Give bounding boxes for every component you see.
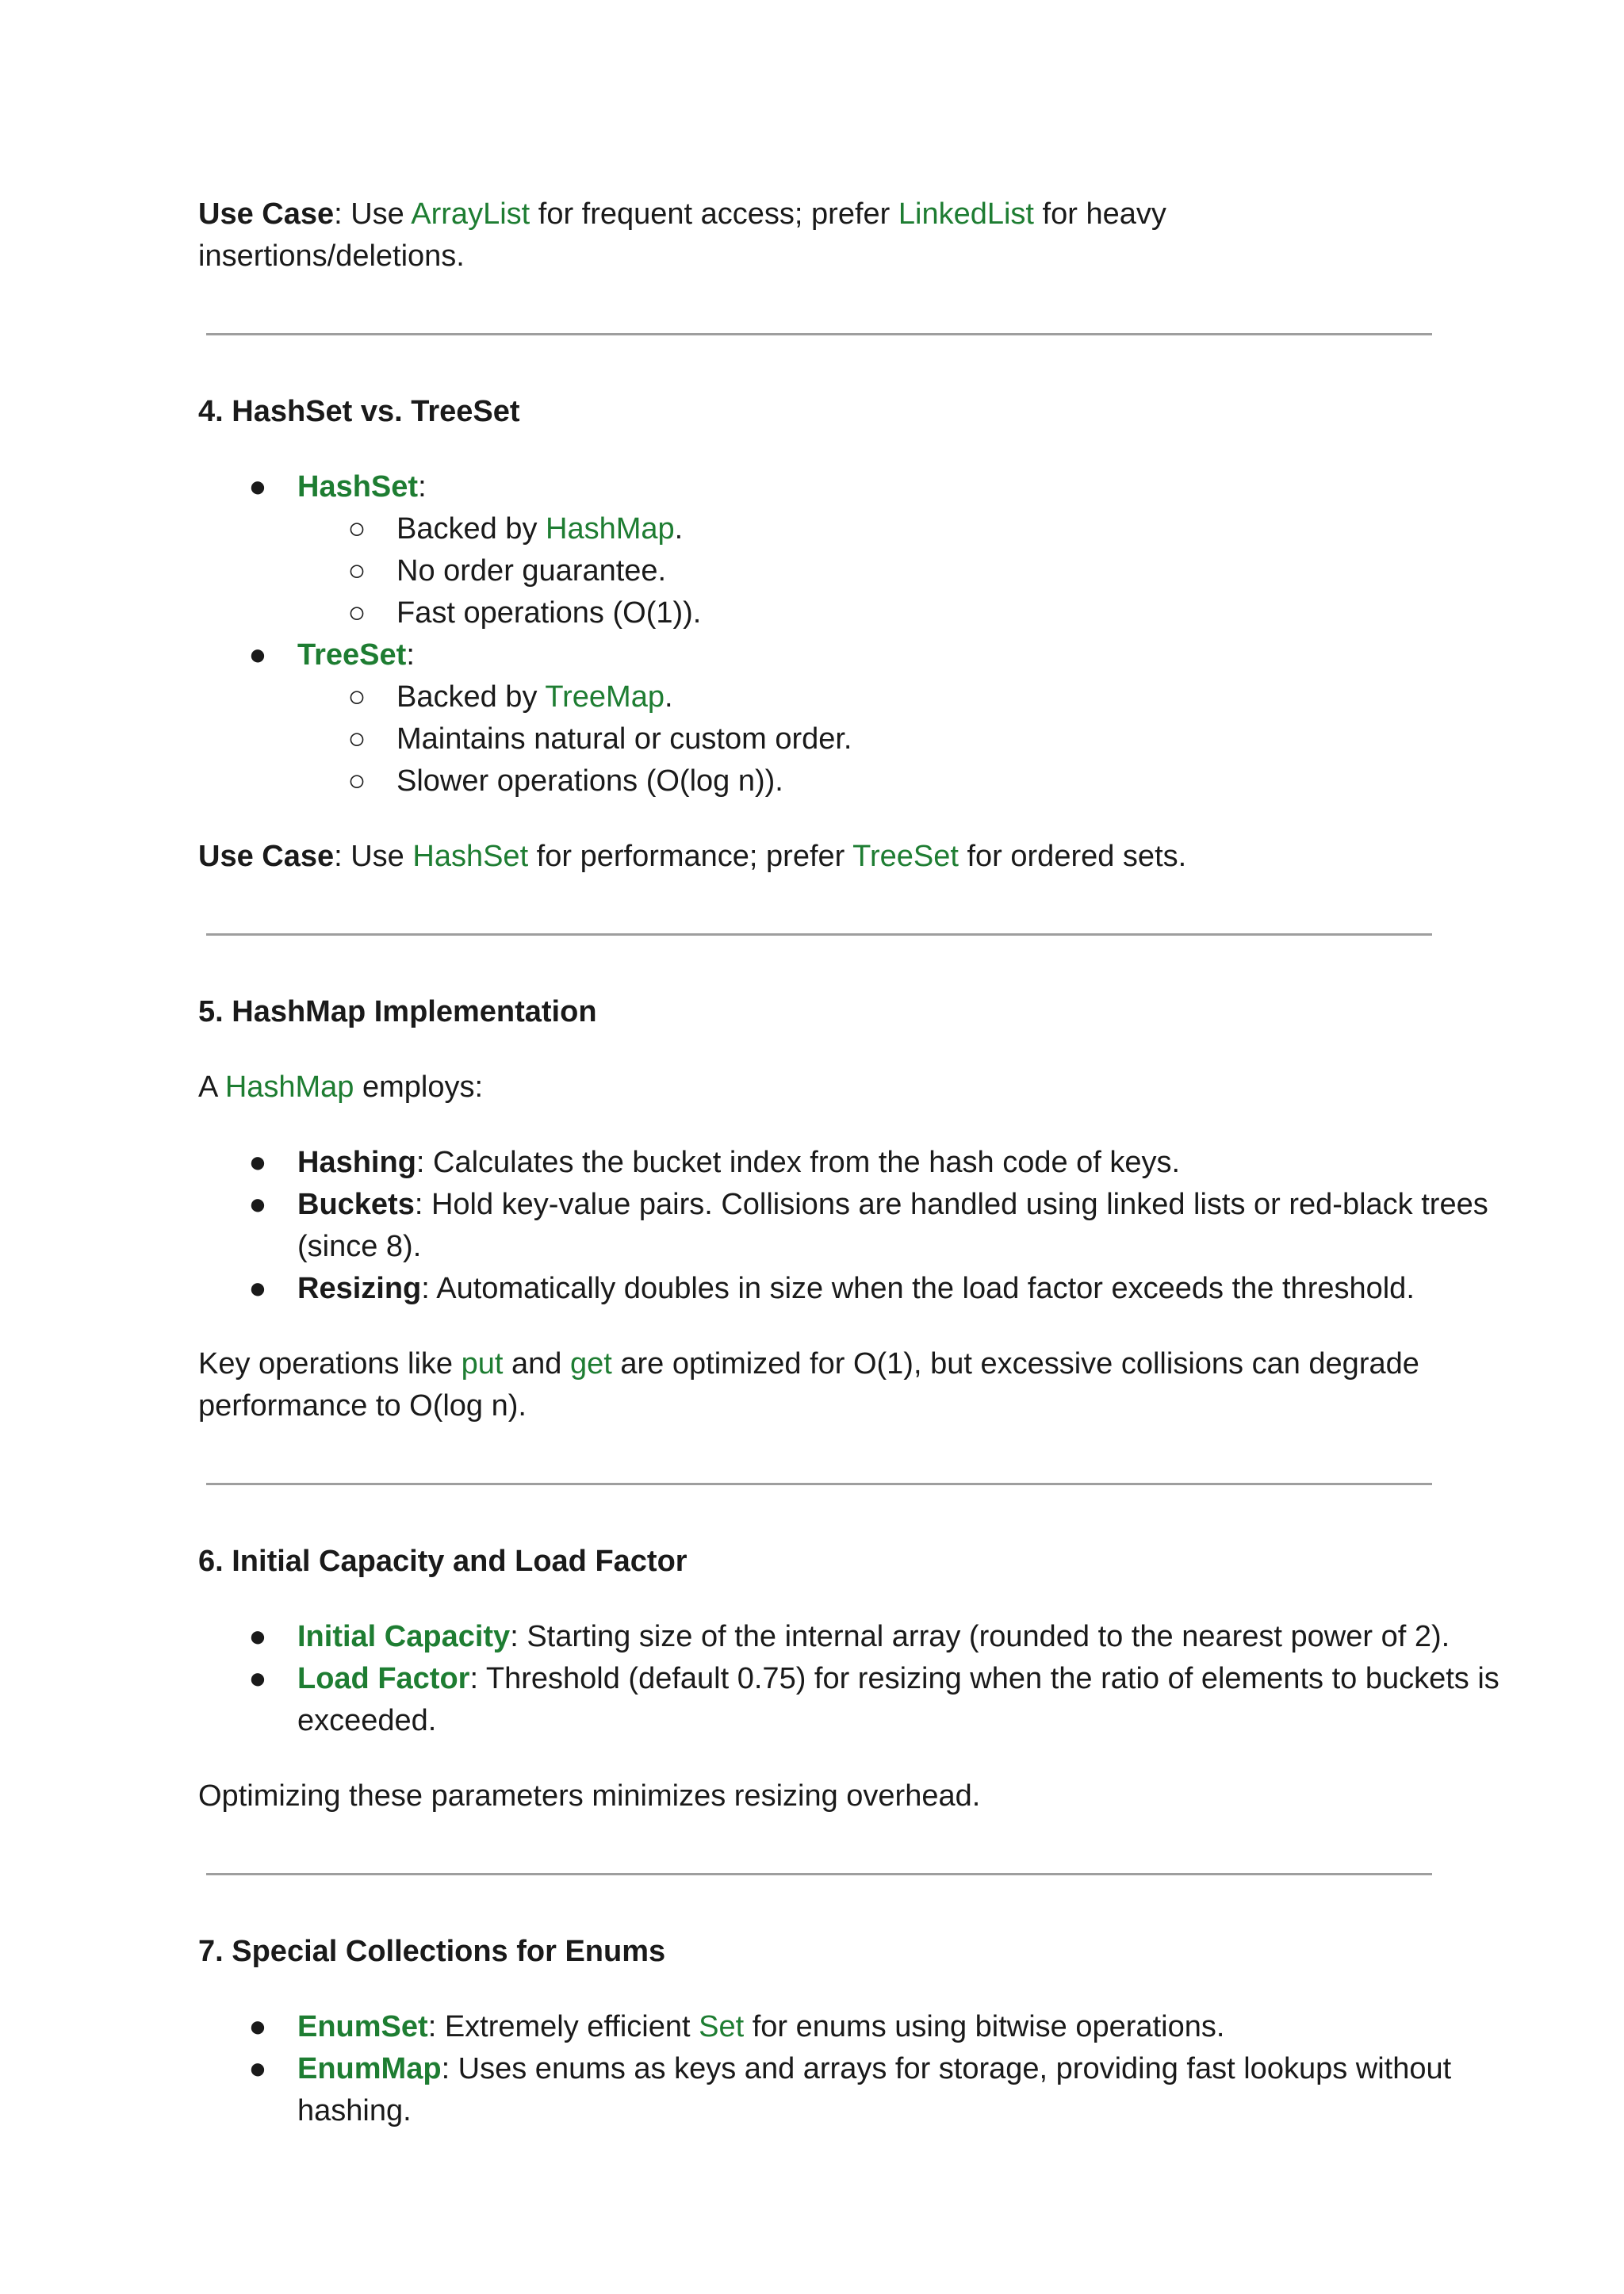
bullet-icon: ●: [248, 638, 267, 672]
term-treeset: TreeSet: [297, 638, 407, 672]
hollow-bullet-icon: ○: [347, 596, 366, 630]
sub-list-item: ○ Backed by TreeMap.: [297, 676, 1529, 718]
section-6-note: Optimizing these parameters minimizes resizing overhead.: [198, 1779, 981, 1813]
code-put: put: [461, 1347, 504, 1381]
sub-list-item: ○ Backed by HashMap.: [297, 508, 1529, 550]
code-linkedlist: LinkedList: [898, 197, 1034, 231]
bullet-icon: ●: [248, 1272, 267, 1305]
sub-list-item: ○ No order guarantee.: [297, 550, 1529, 592]
use-case-lists: Use Case: Use ArrayList for frequent access; prefer LinkedList for heavy insertions/deletions.: [198, 197, 1166, 273]
bullet-icon: ●: [248, 1146, 267, 1179]
term-initial-capacity: Initial Capacity: [297, 1620, 511, 1653]
treeset-sublist: [297, 676, 1529, 802]
list-item: ● Initial Capacity: Starting size of the internal array (rounded to the nearest power of 2).: [198, 1616, 1529, 1658]
list-item: ● Load Factor: Threshold (default 0.75) for resizing when the ratio of elements to buckets is exceeded.: [198, 1658, 1529, 1742]
list-item-treeset: ● TreeSet: ○ Backed by TreeMap. ○ Maintains natural or custom order. ○ Slower operations (O(log n)).: [198, 634, 1529, 802]
bullet-icon: ●: [248, 1662, 267, 1695]
section-5-intro: A HashMap employs:: [198, 1070, 484, 1104]
section-6-list: [198, 1616, 1529, 1742]
section-7-heading: 7. Special Collections for Enums: [198, 1935, 666, 1968]
list-item-hashset: ● HashSet: ○ Backed by HashMap. ○ No order guarantee. ○ Fast operations (O(1)).: [198, 466, 1529, 634]
hollow-bullet-icon: ○: [347, 722, 366, 756]
bullet-icon: ●: [248, 2052, 267, 2085]
code-treemap: TreeMap: [545, 680, 665, 714]
list-item: ● Resizing: Automatically doubles in size when the load factor exceeds the threshold.: [198, 1268, 1529, 1310]
list-item: ● Hashing: Calculates the bucket index from the hash code of keys.: [198, 1142, 1529, 1184]
section-5-note: Key operations like put and get are optimized for O(1), but excessive collisions can degrade performance to O(log n).: [198, 1347, 1419, 1423]
use-case-label: Use Case: [198, 197, 335, 231]
hollow-bullet-icon: ○: [347, 680, 366, 714]
code-set: Set: [699, 2010, 745, 2043]
code-arraylist: ArrayList: [411, 197, 530, 231]
sub-list-item: ○ Maintains natural or custom order.: [297, 718, 1529, 760]
term-enummap: EnumMap: [297, 2052, 442, 2085]
bullet-icon: ●: [248, 1620, 267, 1653]
use-case-label: Use Case: [198, 840, 335, 873]
bullet-icon: ●: [248, 470, 267, 504]
code-hashmap: HashMap: [546, 512, 675, 546]
section-5-heading: 5. HashMap Implementation: [198, 995, 597, 1028]
section-6-heading: 6. Initial Capacity and Load Factor: [198, 1545, 688, 1578]
code-hashmap: HashMap: [224, 1070, 354, 1104]
section-4-heading: 4. HashSet vs. TreeSet: [198, 395, 520, 428]
code-hashset: HashSet: [412, 840, 529, 873]
code-treeset: TreeSet: [852, 840, 959, 873]
hollow-bullet-icon: ○: [347, 554, 366, 588]
hollow-bullet-icon: ○: [347, 764, 366, 798]
list-item: ● EnumMap: Uses enums as keys and arrays for storage, providing fast lookups without hashing.: [198, 2048, 1529, 2132]
sub-list-item: ○ Fast operations (O(1)).: [297, 592, 1529, 634]
section-4-list: [198, 466, 1529, 802]
bullet-icon: ●: [248, 1188, 267, 1221]
term-hashset: HashSet: [297, 470, 419, 504]
code-get: get: [570, 1347, 612, 1381]
term-enumset: EnumSet: [297, 2010, 428, 2043]
term-load-factor: Load Factor: [297, 1662, 470, 1695]
section-7-list: [198, 2006, 1529, 2132]
list-item: ● Buckets: Hold key-value pairs. Collisions are handled using linked lists or red-black trees (since 8).: [198, 1184, 1529, 1268]
bullet-icon: ●: [248, 2010, 267, 2043]
section-5-list: [198, 1142, 1529, 1310]
sub-list-item: ○ Slower operations (O(log n)).: [297, 760, 1529, 802]
hollow-bullet-icon: ○: [347, 512, 366, 546]
hashset-sublist: [297, 508, 1529, 634]
use-case-sets: Use Case: Use HashSet for performance; prefer TreeSet for ordered sets.: [198, 840, 1187, 873]
list-item: ● EnumSet: Extremely efficient Set for enums using bitwise operations.: [198, 2006, 1529, 2048]
